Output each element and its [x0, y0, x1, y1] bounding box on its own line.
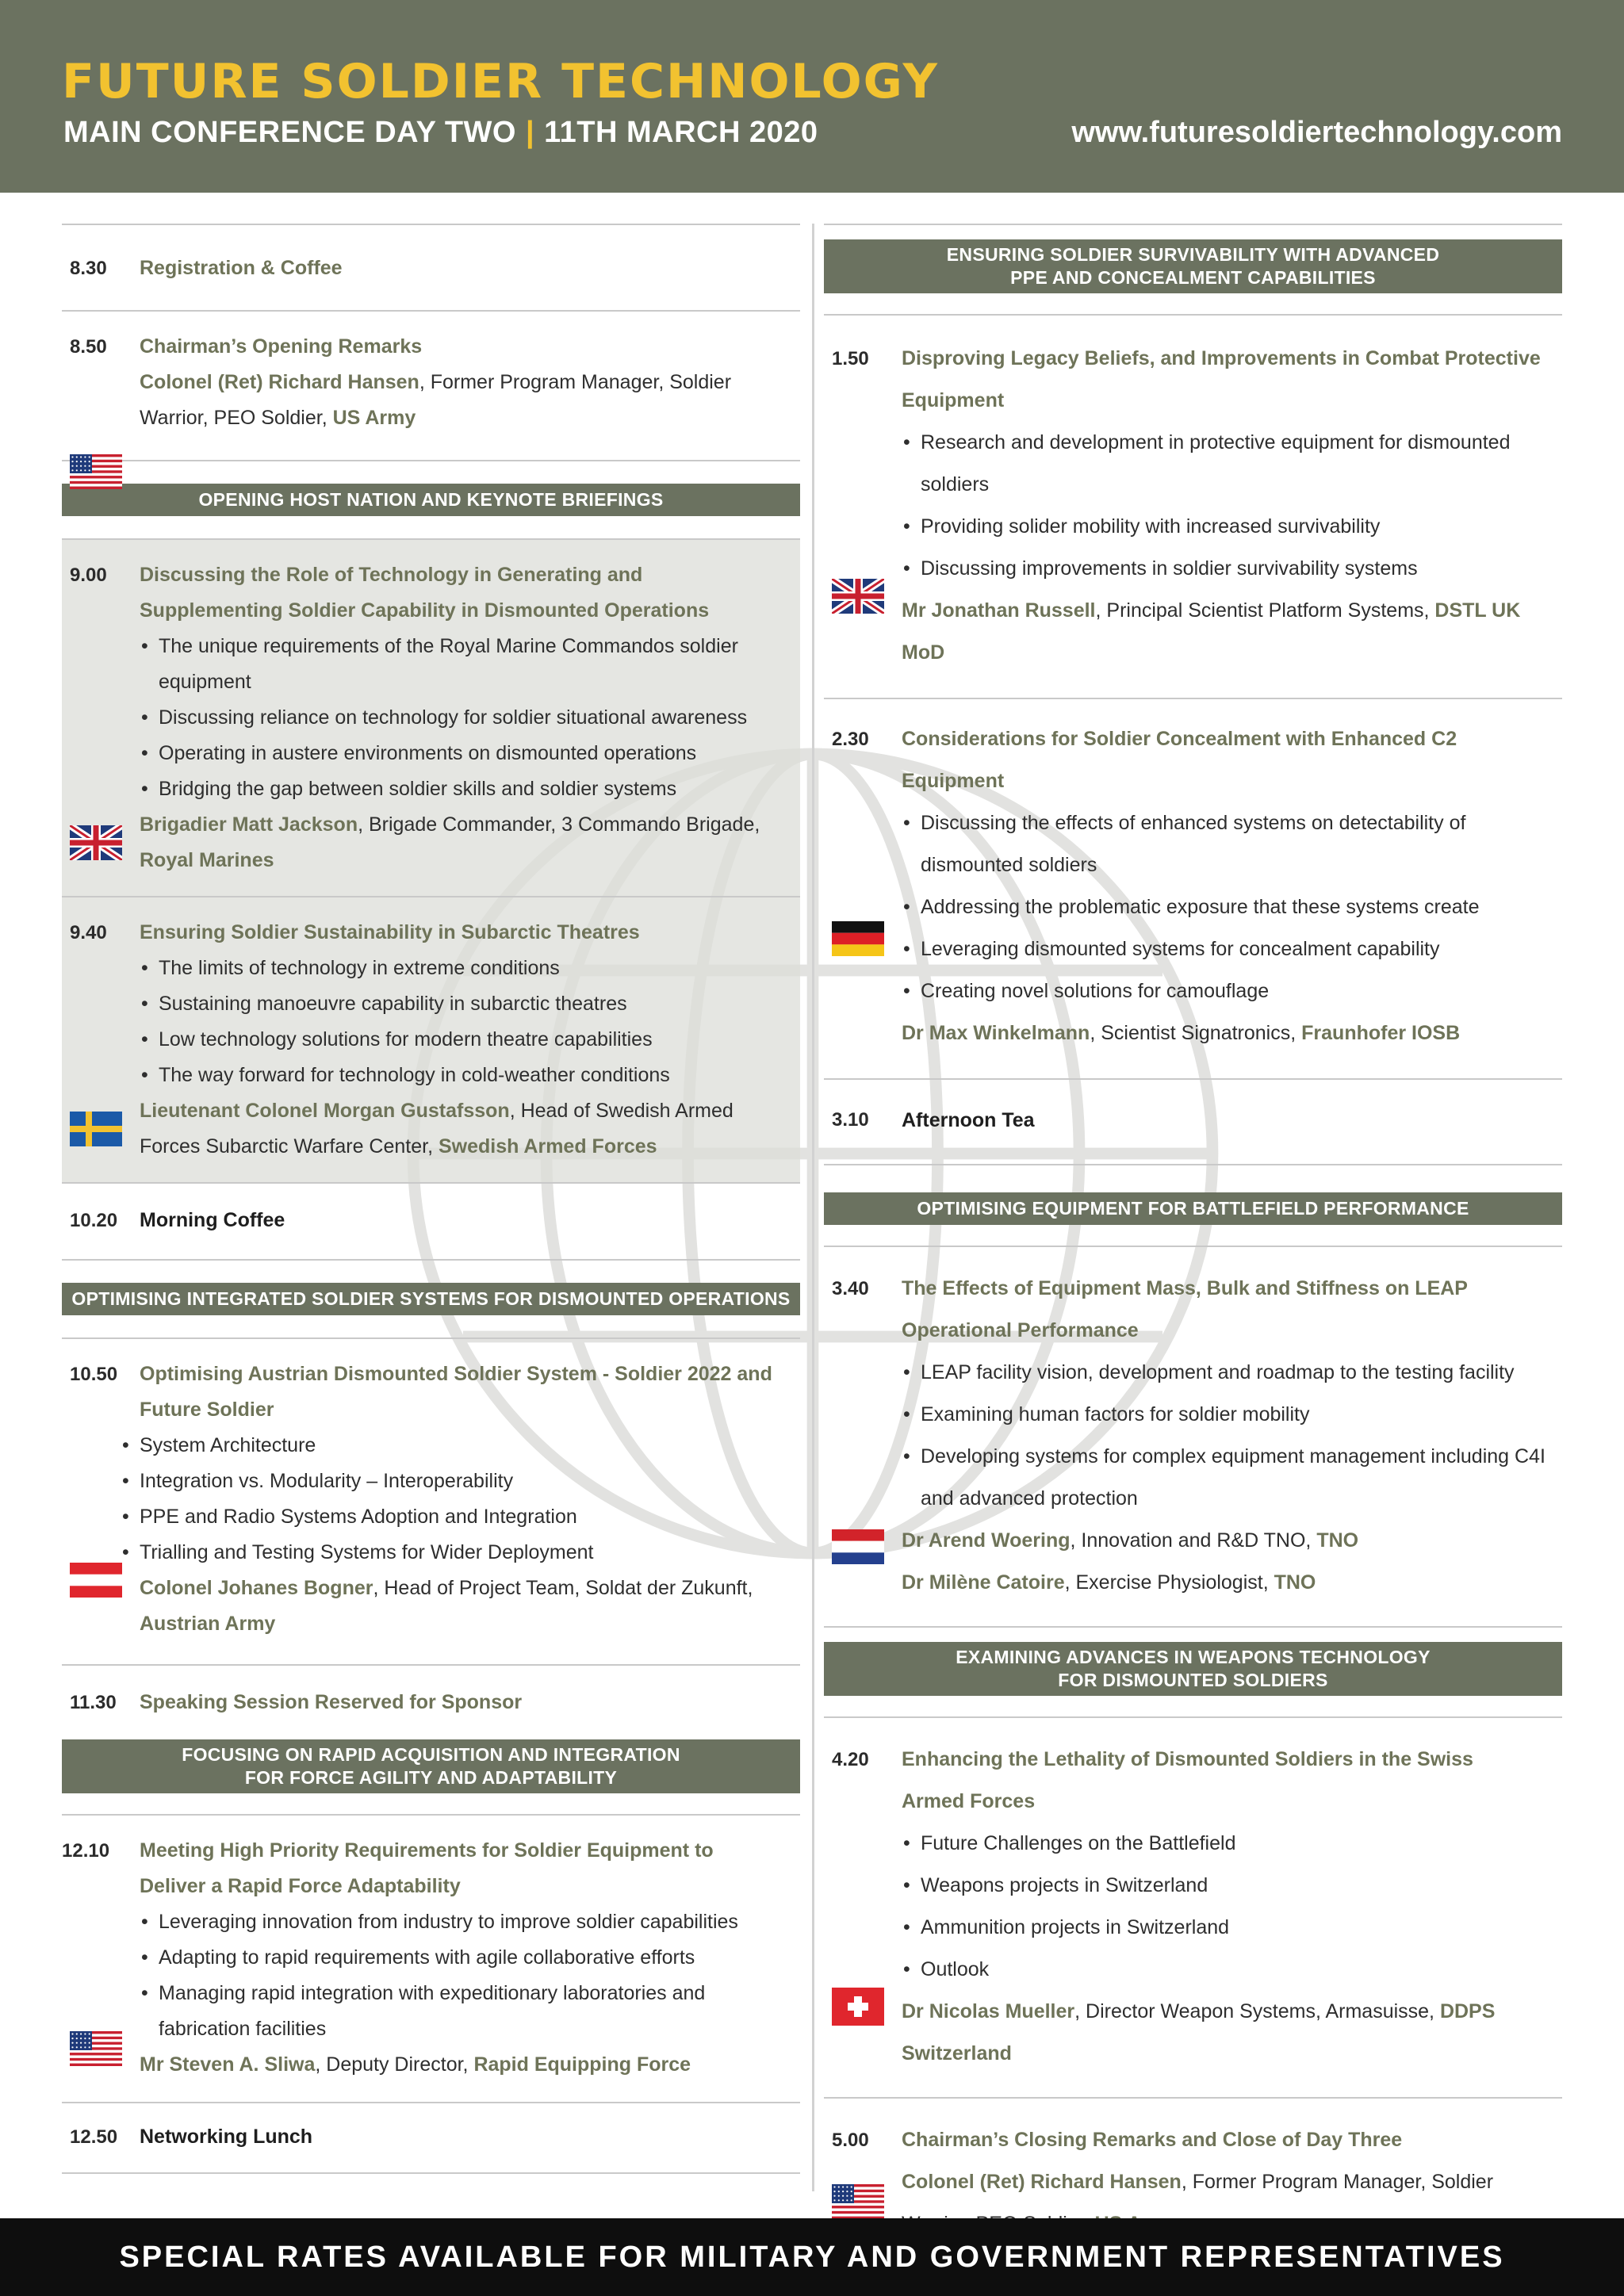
day-label: MAIN CONFERENCE DAY TWO — [63, 116, 516, 149]
speaker-org: TNO — [1316, 1529, 1359, 1552]
session-title: Considerations for Soldier Concealment with Enhanced C2 Equipment — [902, 728, 1457, 792]
banner-text: OPTIMISING INTEGRATED SOLDIER SYSTEMS FOR DISMOUNTED OPERATIONS — [71, 1288, 791, 1309]
session-900 — [62, 540, 800, 896]
speaker-name: Dr Milène Catoire — [902, 1571, 1065, 1594]
session-340 — [824, 1247, 1562, 1626]
session-time: 12.50 — [70, 2126, 118, 2148]
agenda-left-column — [62, 224, 800, 2174]
bullet-item: • Bridging the gap between soldier skills and soldier systems — [140, 771, 784, 807]
banner-text: FOR DISMOUNTED SOLDIERS — [1058, 1670, 1328, 1690]
speaker-role: , Director Weapon Systems, Armasuisse, — [1074, 2000, 1440, 2022]
bullet-item: • Addressing the problematic exposure that these systems create — [902, 886, 1554, 928]
bullet-item: • Operating in austere environments on dismounted operations — [140, 736, 784, 771]
session-title: Discussing the Role of Technology in Generating and Supplementing Soldier Capability in Dismounted Operations — [140, 564, 710, 622]
page-footer — [0, 2218, 1624, 2296]
speaker-info — [140, 2047, 784, 2083]
banner-text: OPTIMISING EQUIPMENT FOR BATTLEFIELD PERFORMANCE — [917, 1198, 1469, 1219]
speaker-info — [902, 1520, 1559, 1562]
conference-day — [63, 116, 818, 150]
speaker-role: , Innovation and R&D TNO, — [1070, 1529, 1317, 1552]
agenda-right-column — [824, 224, 1562, 2271]
session-time: 9.40 — [70, 922, 107, 943]
banner-text: FOCUSING ON RAPID ACQUISITION AND INTEGRATION — [182, 1744, 680, 1765]
divider — [62, 2172, 800, 2174]
speaker-info — [140, 1093, 784, 1165]
speaker-info — [140, 365, 800, 436]
uk-flag-icon — [70, 825, 122, 860]
switzerland-flag-icon — [832, 1988, 884, 2026]
bullet-item: • Adapting to rapid requirements with agile collaborative efforts — [140, 1940, 784, 1976]
speaker-name: Dr Nicolas Mueller — [902, 2000, 1075, 2022]
speaker-name: Colonel (Ret) Richard Hansen — [902, 2171, 1182, 2193]
us-flag-icon — [70, 454, 122, 489]
speaker-info — [902, 1991, 1530, 2075]
bullet-item: • Developing systems for complex equipment management including C4I and advanced protection — [902, 1436, 1559, 1520]
session-time: 3.40 — [832, 1278, 869, 1299]
bullet-item: • Providing solider mobility with increased survivability — [902, 506, 1554, 548]
speaker-org: Rapid Equipping Force — [473, 2053, 691, 2076]
bullet-item: • Discussing the effects of enhanced systems on detectability of dismounted soldiers — [902, 802, 1554, 886]
session-bullets — [902, 802, 1554, 1012]
bullet-item: • Integration vs. Modularity – Interoperability — [121, 1464, 784, 1499]
banner-text: PPE AND CONCEALMENT CAPABILITIES — [1010, 267, 1376, 288]
session-time: 8.30 — [70, 258, 107, 279]
speaker-org: Swedish Armed Forces — [438, 1135, 657, 1158]
bullet-item: • Examining human factors for soldier mobility — [902, 1394, 1559, 1436]
session-1050 — [62, 1339, 800, 1664]
session-1250 — [62, 2103, 800, 2172]
title-separator: | — [525, 116, 535, 149]
section-banner — [824, 239, 1562, 293]
session-time: 10.50 — [70, 1364, 118, 1385]
session-940 — [62, 897, 800, 1182]
speaker-info — [140, 1571, 784, 1642]
speaker-name: Dr Arend Woering — [902, 1529, 1071, 1552]
speaker-org: DDPS Switzerland — [902, 2000, 1496, 2064]
session-bullets — [121, 1428, 784, 1571]
netherlands-flag-icon — [832, 1529, 884, 1564]
bullet-item: • Research and development in protective equipment for dismounted soldiers — [902, 422, 1554, 506]
speaker-org: US Army — [332, 407, 416, 429]
session-time: 4.20 — [832, 1749, 869, 1770]
speaker-name: Dr Max Winkelmann — [902, 1022, 1090, 1044]
bullet-item: • Ammunition projects in Switzerland — [902, 1907, 1530, 1949]
session-title: The Effects of Equipment Mass, Bulk and Stiffness on LEAP Operational Performance — [902, 1277, 1468, 1341]
speaker-name: Lieutenant Colonel Morgan Gustafsson — [140, 1100, 510, 1122]
session-title: Disproving Legacy Beliefs, and Improvements in Combat Protective Equipment — [902, 347, 1541, 411]
banner-text: FOR FORCE AGILITY AND ADAPTABILITY — [244, 1767, 618, 1788]
session-230 — [824, 699, 1562, 1078]
website-link[interactable]: www.futuresoldiertechnology.com — [1071, 116, 1562, 149]
session-time: 10.20 — [70, 1210, 118, 1231]
bullet-item: • PPE and Radio Systems Adoption and Integration — [121, 1499, 784, 1535]
speaker-name: Colonel (Ret) Richard Hansen — [140, 371, 419, 393]
speaker-name: Brigadier Matt Jackson — [140, 813, 358, 836]
session-time: 2.30 — [832, 729, 869, 750]
section-banner — [62, 484, 800, 516]
speaker-role: , Scientist Signatronics, — [1090, 1022, 1302, 1044]
speaker-info — [140, 807, 784, 878]
session-title: Afternoon Tea — [902, 1109, 1035, 1131]
session-title: Speaking Session Reserved for Sponsor — [140, 1691, 523, 1713]
session-title: Networking Lunch — [140, 2126, 313, 2148]
bullet-item: • Trialling and Testing Systems for Wider Deployment — [121, 1535, 784, 1571]
speaker-org: TNO — [1274, 1571, 1316, 1594]
bullet-item: • Future Challenges on the Battlefield — [902, 1823, 1530, 1865]
bullet-item: • Discussing improvements in soldier survivability systems — [902, 548, 1554, 590]
session-bullets — [902, 422, 1554, 590]
uk-flag-icon — [832, 579, 884, 614]
bullet-item: • Leveraging innovation from industry to improve soldier capabilities — [140, 1904, 784, 1940]
bullet-item: • The unique requirements of the Royal Marine Commandos soldier equipment — [140, 629, 784, 700]
section-banner — [824, 1192, 1562, 1225]
session-1020 — [62, 1184, 800, 1259]
austria-flag-icon — [70, 1563, 122, 1598]
session-title: Enhancing the Lethality of Dismounted Soldiers in the Swiss Armed Forces — [902, 1748, 1473, 1812]
speaker-role: , Principal Scientist Platform Systems, — [1095, 599, 1435, 622]
session-title: Morning Coffee — [140, 1209, 285, 1231]
date-label: 11TH MARCH 2020 — [544, 116, 818, 149]
sweden-flag-icon — [70, 1112, 122, 1146]
session-title: Optimising Austrian Dismounted Soldier System - Soldier 2022 and Future Soldier — [140, 1363, 772, 1421]
session-420 — [824, 1718, 1562, 2097]
speaker-role: , Brigade Commander, 3 Commando Brigade, — [358, 813, 760, 836]
speaker-name: Colonel Johanes Bogner — [140, 1577, 373, 1599]
session-time: 8.50 — [70, 336, 107, 358]
speaker-org: Austrian Army — [140, 1613, 276, 1635]
bullet-item: • The limits of technology in extreme conditions — [140, 951, 784, 986]
us-flag-icon — [70, 2031, 122, 2066]
session-830 — [62, 225, 800, 310]
session-bullets — [902, 1823, 1530, 1991]
speaker-info — [902, 1012, 1554, 1054]
bullet-item: • Leveraging dismounted systems for concealment capability — [902, 928, 1554, 970]
section-banner — [824, 1642, 1562, 1696]
section-banner — [62, 1739, 800, 1793]
bullet-item: • Discussing reliance on technology for soldier situational awareness — [140, 700, 784, 736]
footer-text: SPECIAL RATES AVAILABLE FOR MILITARY AND GOVERNMENT REPRESENTATIVES — [119, 2240, 1505, 2274]
session-title: Chairman’s Opening Remarks — [140, 335, 423, 358]
session-time: 3.10 — [832, 1109, 869, 1131]
session-bullets — [140, 1904, 784, 2047]
session-bullets — [140, 951, 784, 1093]
page-header — [0, 0, 1624, 193]
bullet-item: • Managing rapid integration with expeditionary laboratories and fabrication facilities — [140, 1976, 784, 2047]
conference-title: FUTURE SOLDIER TECHNOLOGY — [62, 54, 939, 109]
bullet-item: • Creating novel solutions for camouflage — [902, 970, 1554, 1012]
banner-text: OPENING HOST NATION AND KEYNOTE BRIEFINGS — [198, 489, 664, 510]
session-time: 1.50 — [832, 348, 869, 369]
session-time: 11.30 — [70, 1692, 117, 1713]
session-850 — [62, 312, 800, 460]
speaker-name: Mr Jonathan Russell — [902, 599, 1096, 622]
session-title: Meeting High Priority Requirements for Soldier Equipment to Deliver a Rapid Force Adaptability — [140, 1839, 714, 1897]
bullet-item: • The way forward for technology in cold-weather conditions — [140, 1058, 784, 1093]
banner-text: ENSURING SOLDIER SURVIVABILITY WITH ADVANCED — [946, 244, 1440, 265]
session-title: Ensuring Soldier Sustainability in Subarctic Theatres — [140, 921, 640, 943]
speaker-org: Royal Marines — [140, 849, 274, 871]
speaker-role: , Former Program Manager, Soldier — [1181, 2171, 1494, 2193]
speaker-name: Mr Steven A. Sliwa — [140, 2053, 316, 2076]
bullet-item: • Sustaining manoeuvre capability in subarctic theatres — [140, 986, 784, 1022]
section-banner — [62, 1283, 800, 1315]
speaker-info — [902, 1562, 1559, 1604]
speaker-info — [902, 590, 1554, 674]
bullet-item: • Low technology solutions for modern theatre capabilities — [140, 1022, 784, 1058]
germany-flag-icon — [832, 921, 884, 956]
session-time: 5.00 — [832, 2130, 869, 2151]
us-flag-icon — [832, 2184, 884, 2219]
session-bullets — [902, 1352, 1559, 1520]
bullet-item: • LEAP facility vision, development and roadmap to the testing facility — [902, 1352, 1559, 1394]
speaker-role: , Former Program Manager, Soldier Warrior, PEO Soldier, — [140, 371, 732, 429]
session-150 — [824, 316, 1562, 698]
session-time: 9.00 — [70, 564, 107, 586]
bullet-item: • Weapons projects in Switzerland — [902, 1865, 1530, 1907]
session-1130 — [62, 1666, 800, 1739]
speaker-role: , Exercise Physiologist, — [1064, 1571, 1274, 1594]
session-time: 12.10 — [62, 1840, 110, 1862]
session-1210 — [62, 1816, 800, 2102]
column-divider — [812, 224, 814, 2191]
speaker-role: , Head of Swedish Armed Forces Subarctic Warfare Center, — [140, 1100, 733, 1158]
bullet-item: • System Architecture — [121, 1428, 784, 1464]
session-bullets — [140, 629, 784, 807]
speaker-org: DSTL UK MoD — [902, 599, 1521, 664]
session-title: Registration & Coffee — [140, 257, 343, 279]
bullet-item: • Outlook — [902, 1949, 1530, 1991]
banner-text: EXAMINING ADVANCES IN WEAPONS TECHNOLOGY — [956, 1647, 1431, 1667]
speaker-org: Fraunhofer IOSB — [1301, 1022, 1461, 1044]
session-title: Chairman’s Closing Remarks and Close of Day Three — [902, 2129, 1403, 2151]
speaker-role: , Deputy Director, — [315, 2053, 474, 2076]
session-310 — [824, 1080, 1562, 1164]
speaker-role: , Head of Project Team, Soldat der Zukunft, — [373, 1577, 753, 1599]
